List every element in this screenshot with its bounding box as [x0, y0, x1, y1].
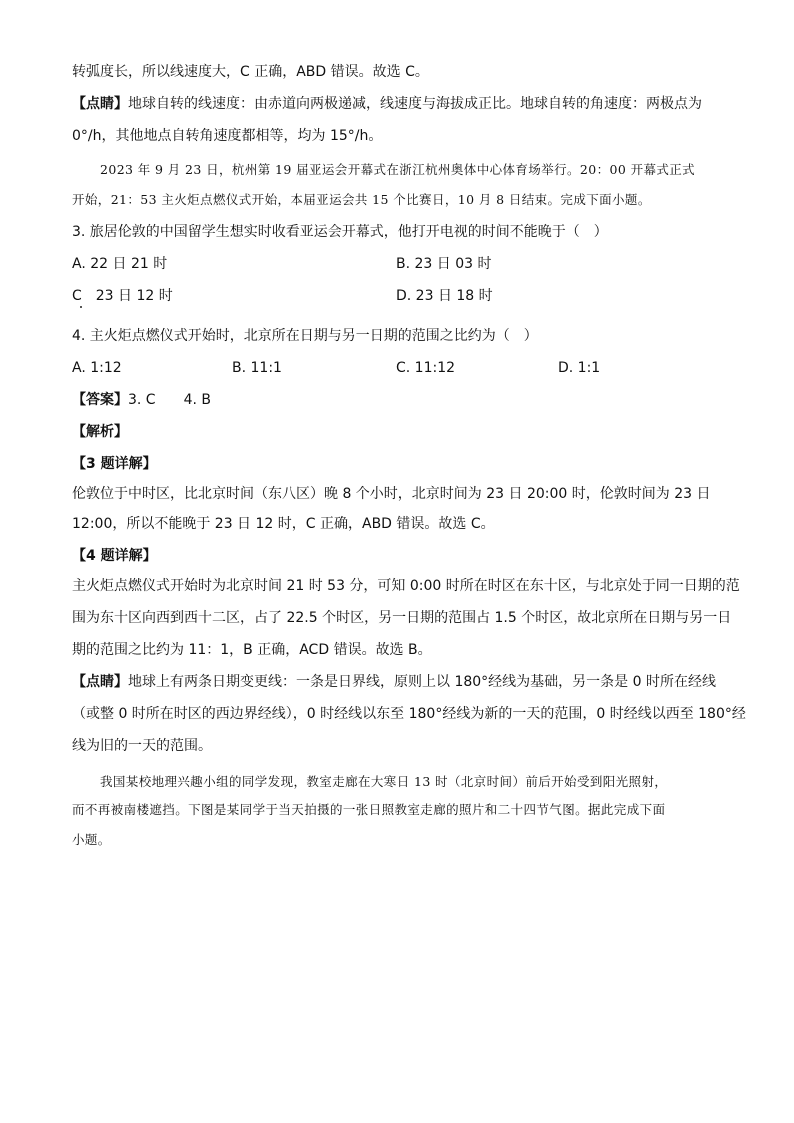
- text-line: 转弧度长，所以线速度大，C 正确，ABD 错误。故选 C。: [72, 64, 429, 80]
- tip-line: [72, 94, 702, 114]
- analysis-tag: 【解析】: [72, 424, 128, 440]
- detail-4-line: 期的范围之比约为 11：1，B 正确，ACD 错误。故选 B。: [72, 642, 432, 658]
- answer-tag: 【答案】: [72, 392, 128, 408]
- tip-line: （或整 0 时所在时区的西边界经线），0 时经线以东至 180°经线为新的一天的范围，0 时经线以西至 180°经: [72, 706, 746, 722]
- detail-3-line: 12:00，所以不能晚于 23 日 12 时，C 正确，ABD 错误。故选 C。: [72, 516, 495, 532]
- answer-text: 3. C 4. B: [128, 392, 211, 408]
- tip-text: 地球上有两条日期变更线：一条是日界线，原则上以 180°经线为基础，另一条是 0 时所在经线: [128, 674, 716, 690]
- tip-tag: 【点睛】: [72, 96, 128, 112]
- stray-dot: [80, 306, 82, 308]
- detail-3-tag: 【3 题详解】: [72, 456, 157, 472]
- detail-4-line: 围为东十区向西到西十二区，占了 22.5 个时区，另一日期的范围占 1.5 个时区，故北京所在日期与另一日: [72, 610, 732, 626]
- question-3: 3. 旅居伦敦的中国留学生想实时收看亚运会开幕式，他打开电视的时间不能晚于（ ）: [72, 224, 608, 240]
- material-paragraph-line: 开始，21：53 主火炬点燃仪式开始，本届亚运会共 15 个比赛日，10 月 8 日结束。完成下面小题。: [72, 192, 651, 207]
- tip-line: 线为旧的一天的范围。: [72, 738, 212, 754]
- detail-4-line: 主火炬点燃仪式开始时为北京时间 21 时 53 分，可知 0:00 时所在时区在东十区，与北京处于同一日期的范: [72, 578, 740, 594]
- material-paragraph-line: 我国某校地理兴趣小组的同学发现，教室走廊在大寒日 13 时（北京时间）前后开始受到阳光照射，: [100, 774, 668, 789]
- material-paragraph-line: 2023 年 9 月 23 日，杭州第 19 届亚运会开幕式在浙江杭州奥体中心体育场举行。20：00 开幕式正式: [100, 162, 696, 177]
- answer-line: [72, 390, 211, 410]
- question-4: 4. 主火炬点燃仪式开始时，北京所在日期与另一日期的范围之比约为（ ）: [72, 328, 538, 344]
- option-3a: A. 22 日 21 时: [72, 256, 168, 272]
- text-line: 0°/h，其他地点自转角速度都相等，均为 15°/h。: [72, 128, 383, 144]
- detail-3-line: 伦敦位于中时区，比北京时间（东八区）晚 8 个小时，北京时间为 23 日 20:00 时，伦敦时间为 23 日: [72, 486, 711, 502]
- option-4b: B. 11:1: [232, 360, 282, 376]
- tip-text: 地球自转的线速度：由赤道向两极递减，线速度与海拔成正比。地球自转的角速度：两极点为: [128, 96, 702, 112]
- material-paragraph-line: 小题。: [72, 832, 111, 847]
- option-4a: A. 1:12: [72, 360, 122, 376]
- option-3b: B. 23 日 03 时: [396, 256, 492, 272]
- detail-4-tag: 【4 题详解】: [72, 548, 157, 564]
- option-4c: C. 11:12: [396, 360, 456, 376]
- tip-line: [72, 672, 716, 692]
- material-paragraph-line: 而不再被南楼遮挡。下图是某同学于当天拍摄的一张日照教室走廊的照片和二十四节气图。据此完成下面: [72, 802, 666, 817]
- option-3d: D. 23 日 18 时: [396, 288, 493, 304]
- tip-tag: 【点睛】: [72, 674, 128, 690]
- option-4d: D. 1:1: [558, 360, 601, 376]
- option-3c: C 23 日 12 时: [72, 288, 173, 304]
